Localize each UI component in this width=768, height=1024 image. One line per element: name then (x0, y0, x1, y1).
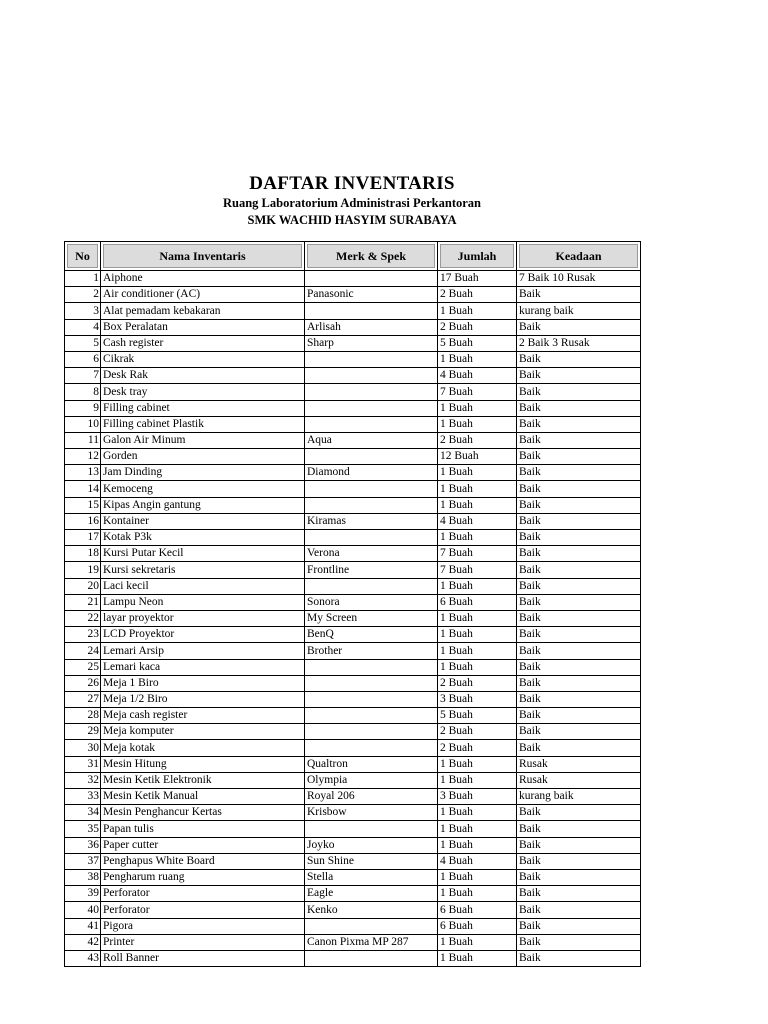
cell-merk-spek: My Screen (305, 610, 438, 626)
cell-nama-inventaris: Filling cabinet (101, 400, 305, 416)
cell-merk-spek (305, 691, 438, 707)
cell-jumlah: 1 Buah (438, 950, 517, 966)
cell-keadaan: Rusak (517, 772, 641, 788)
table-row (65, 853, 641, 869)
cell-keadaan: Baik (517, 319, 641, 335)
table-row (65, 578, 641, 594)
table-row (65, 821, 641, 837)
cell-keadaan: 2 Baik 3 Rusak (517, 335, 641, 351)
cell-merk-spek: Krisbow (305, 805, 438, 821)
cell-jumlah: 4 Buah (438, 368, 517, 384)
cell-nama-inventaris: Laci kecil (101, 578, 305, 594)
cell-keadaan: Baik (517, 675, 641, 691)
cell-jumlah: 1 Buah (438, 772, 517, 788)
cell-nama-inventaris: layar proyektor (101, 610, 305, 626)
cell-no: 23 (65, 627, 101, 643)
table-row (65, 400, 641, 416)
cell-nama-inventaris: LCD Proyektor (101, 627, 305, 643)
cell-keadaan: Baik (517, 853, 641, 869)
table-row (65, 449, 641, 465)
cell-keadaan: Baik (517, 546, 641, 562)
cell-no: 21 (65, 594, 101, 610)
cell-no: 29 (65, 724, 101, 740)
cell-nama-inventaris: Jam Dinding (101, 465, 305, 481)
cell-jumlah: 1 Buah (438, 627, 517, 643)
cell-no: 11 (65, 432, 101, 448)
cell-jumlah: 1 Buah (438, 481, 517, 497)
table-row (65, 319, 641, 335)
cell-jumlah: 1 Buah (438, 400, 517, 416)
cell-merk-spek (305, 497, 438, 513)
cell-keadaan: Baik (517, 610, 641, 626)
cell-merk-spek: Royal 206 (305, 789, 438, 805)
cell-nama-inventaris: Perforator (101, 902, 305, 918)
cell-no: 15 (65, 497, 101, 513)
table-row (65, 950, 641, 966)
cell-nama-inventaris: Penghapus White Board (101, 853, 305, 869)
table-row (65, 724, 641, 740)
cell-jumlah: 5 Buah (438, 335, 517, 351)
cell-no: 3 (65, 303, 101, 319)
table-row (65, 546, 641, 562)
cell-merk-spek: Diamond (305, 465, 438, 481)
cell-jumlah: 2 Buah (438, 287, 517, 303)
cell-nama-inventaris: Meja cash register (101, 708, 305, 724)
header-no (65, 242, 101, 271)
cell-jumlah: 1 Buah (438, 416, 517, 432)
cell-no: 37 (65, 853, 101, 869)
cell-jumlah: 7 Buah (438, 384, 517, 400)
table-row (65, 643, 641, 659)
cell-keadaan: Baik (517, 497, 641, 513)
cell-keadaan: Baik (517, 918, 641, 934)
cell-merk-spek (305, 351, 438, 367)
header-merk-label: Merk & Spek (307, 244, 435, 268)
table-row (65, 465, 641, 481)
table-row (65, 303, 641, 319)
document-title: DAFTAR INVENTARIS (249, 173, 455, 194)
cell-keadaan: Baik (517, 886, 641, 902)
cell-jumlah: 2 Buah (438, 740, 517, 756)
cell-merk-spek (305, 659, 438, 675)
cell-nama-inventaris: Alat pemadam kebakaran (101, 303, 305, 319)
cell-keadaan: Baik (517, 950, 641, 966)
cell-no: 31 (65, 756, 101, 772)
cell-nama-inventaris: Box Peralatan (101, 319, 305, 335)
cell-jumlah: 1 Buah (438, 837, 517, 853)
cell-nama-inventaris: Air conditioner (AC) (101, 287, 305, 303)
table-row (65, 384, 641, 400)
cell-nama-inventaris: Meja 1 Biro (101, 675, 305, 691)
cell-keadaan: Baik (517, 449, 641, 465)
table-row (65, 627, 641, 643)
cell-keadaan: Baik (517, 724, 641, 740)
cell-jumlah: 1 Buah (438, 497, 517, 513)
cell-no: 30 (65, 740, 101, 756)
cell-no: 27 (65, 691, 101, 707)
header-merk (305, 242, 438, 271)
cell-nama-inventaris: Lampu Neon (101, 594, 305, 610)
cell-nama-inventaris: Meja 1/2 Biro (101, 691, 305, 707)
cell-no: 43 (65, 950, 101, 966)
header-nama (101, 242, 305, 271)
cell-nama-inventaris: Pengharum ruang (101, 869, 305, 885)
cell-jumlah: 2 Buah (438, 675, 517, 691)
cell-merk-spek: Panasonic (305, 287, 438, 303)
cell-jumlah: 6 Buah (438, 902, 517, 918)
cell-keadaan: Baik (517, 708, 641, 724)
inventory-table-container (64, 241, 640, 967)
cell-keadaan: Baik (517, 416, 641, 432)
table-row (65, 368, 641, 384)
cell-merk-spek: Sharp (305, 335, 438, 351)
cell-nama-inventaris: Kontainer (101, 513, 305, 529)
cell-nama-inventaris: Meja kotak (101, 740, 305, 756)
cell-keadaan: Baik (517, 934, 641, 950)
cell-no: 14 (65, 481, 101, 497)
table-row (65, 481, 641, 497)
cell-jumlah: 12 Buah (438, 449, 517, 465)
cell-keadaan: 7 Baik 10 Rusak (517, 271, 641, 287)
cell-jumlah: 7 Buah (438, 546, 517, 562)
cell-no: 38 (65, 869, 101, 885)
cell-no: 39 (65, 886, 101, 902)
cell-merk-spek (305, 449, 438, 465)
cell-merk-spek: Kenko (305, 902, 438, 918)
table-row (65, 691, 641, 707)
table-row (65, 886, 641, 902)
header-keadaan-label: Keadaan (519, 244, 638, 268)
inventory-table (64, 241, 641, 967)
cell-nama-inventaris: Papan tulis (101, 821, 305, 837)
cell-keadaan: Baik (517, 530, 641, 546)
cell-no: 4 (65, 319, 101, 335)
cell-jumlah: 1 Buah (438, 610, 517, 626)
cell-keadaan: Baik (517, 740, 641, 756)
cell-nama-inventaris: Kursi sekretaris (101, 562, 305, 578)
cell-keadaan: Baik (517, 902, 641, 918)
table-row (65, 610, 641, 626)
cell-nama-inventaris: Gorden (101, 449, 305, 465)
cell-merk-spek (305, 918, 438, 934)
cell-nama-inventaris: Lemari Arsip (101, 643, 305, 659)
cell-jumlah: 2 Buah (438, 724, 517, 740)
cell-merk-spek: Brother (305, 643, 438, 659)
cell-merk-spek (305, 530, 438, 546)
cell-nama-inventaris: Lemari kaca (101, 659, 305, 675)
cell-merk-spek (305, 384, 438, 400)
cell-merk-spek: Olympia (305, 772, 438, 788)
cell-merk-spek: Sonora (305, 594, 438, 610)
cell-jumlah: 1 Buah (438, 465, 517, 481)
cell-keadaan: Baik (517, 368, 641, 384)
cell-no: 12 (65, 449, 101, 465)
table-row (65, 756, 641, 772)
cell-keadaan: Baik (517, 578, 641, 594)
cell-keadaan: kurang baik (517, 789, 641, 805)
cell-merk-spek: Joyko (305, 837, 438, 853)
cell-keadaan: Baik (517, 287, 641, 303)
table-row (65, 335, 641, 351)
cell-keadaan: Baik (517, 384, 641, 400)
cell-no: 2 (65, 287, 101, 303)
cell-no: 28 (65, 708, 101, 724)
table-body (65, 271, 641, 967)
cell-jumlah: 1 Buah (438, 643, 517, 659)
cell-no: 42 (65, 934, 101, 950)
cell-jumlah: 2 Buah (438, 319, 517, 335)
cell-merk-spek (305, 675, 438, 691)
cell-jumlah: 6 Buah (438, 594, 517, 610)
cell-nama-inventaris: Printer (101, 934, 305, 950)
cell-jumlah: 4 Buah (438, 853, 517, 869)
table-row (65, 934, 641, 950)
cell-merk-spek: BenQ (305, 627, 438, 643)
cell-jumlah: 2 Buah (438, 432, 517, 448)
table-header-row (65, 242, 641, 271)
cell-jumlah: 1 Buah (438, 530, 517, 546)
cell-nama-inventaris: Aiphone (101, 271, 305, 287)
cell-merk-spek (305, 740, 438, 756)
cell-nama-inventaris: Galon Air Minum (101, 432, 305, 448)
document-subtitle-room: Ruang Laboratorium Administrasi Perkantoran (222, 196, 481, 210)
cell-keadaan: Baik (517, 481, 641, 497)
table-row (65, 416, 641, 432)
cell-nama-inventaris: Mesin Hitung (101, 756, 305, 772)
cell-no: 8 (65, 384, 101, 400)
cell-merk-spek (305, 271, 438, 287)
cell-merk-spek: Kiramas (305, 513, 438, 529)
cell-no: 32 (65, 772, 101, 788)
cell-merk-spek (305, 368, 438, 384)
cell-no: 5 (65, 335, 101, 351)
cell-merk-spek (305, 724, 438, 740)
cell-merk-spek: Qualtron (305, 756, 438, 772)
header-keadaan (517, 242, 641, 271)
cell-merk-spek: Canon Pixma MP 287 (305, 934, 438, 950)
table-row (65, 772, 641, 788)
cell-nama-inventaris: Kursi Putar Kecil (101, 546, 305, 562)
cell-no: 20 (65, 578, 101, 594)
cell-merk-spek (305, 821, 438, 837)
cell-no: 24 (65, 643, 101, 659)
cell-keadaan: Baik (517, 465, 641, 481)
cell-jumlah: 1 Buah (438, 578, 517, 594)
cell-merk-spek (305, 400, 438, 416)
table-row (65, 432, 641, 448)
cell-nama-inventaris: Roll Banner (101, 950, 305, 966)
cell-no: 17 (65, 530, 101, 546)
table-row (65, 497, 641, 513)
cell-jumlah: 1 Buah (438, 934, 517, 950)
table-row (65, 530, 641, 546)
cell-no: 10 (65, 416, 101, 432)
cell-jumlah: 7 Buah (438, 562, 517, 578)
cell-nama-inventaris: Desk tray (101, 384, 305, 400)
cell-merk-spek: Stella (305, 869, 438, 885)
cell-jumlah: 1 Buah (438, 805, 517, 821)
cell-keadaan: Baik (517, 594, 641, 610)
cell-no: 1 (65, 271, 101, 287)
cell-keadaan: Baik (517, 351, 641, 367)
table-row (65, 837, 641, 853)
table-row (65, 351, 641, 367)
cell-no: 41 (65, 918, 101, 934)
cell-no: 34 (65, 805, 101, 821)
cell-merk-spek (305, 950, 438, 966)
cell-nama-inventaris: Desk Rak (101, 368, 305, 384)
cell-merk-spek (305, 416, 438, 432)
cell-keadaan: Baik (517, 821, 641, 837)
cell-keadaan: Rusak (517, 756, 641, 772)
cell-no: 16 (65, 513, 101, 529)
cell-no: 36 (65, 837, 101, 853)
cell-nama-inventaris: Paper cutter (101, 837, 305, 853)
cell-nama-inventaris: Filling cabinet Plastik (101, 416, 305, 432)
table-row (65, 740, 641, 756)
cell-keadaan: Baik (517, 627, 641, 643)
cell-nama-inventaris: Cikrak (101, 351, 305, 367)
cell-jumlah: 1 Buah (438, 756, 517, 772)
cell-jumlah: 3 Buah (438, 789, 517, 805)
cell-keadaan: Baik (517, 837, 641, 853)
cell-merk-spek: Frontline (305, 562, 438, 578)
cell-merk-spek: Arlisah (305, 319, 438, 335)
cell-no: 18 (65, 546, 101, 562)
cell-merk-spek (305, 481, 438, 497)
cell-no: 35 (65, 821, 101, 837)
cell-no: 9 (65, 400, 101, 416)
cell-nama-inventaris: Perforator (101, 886, 305, 902)
cell-keadaan: Baik (517, 659, 641, 675)
cell-merk-spek: Aqua (305, 432, 438, 448)
cell-no: 19 (65, 562, 101, 578)
cell-keadaan: Baik (517, 805, 641, 821)
cell-no: 26 (65, 675, 101, 691)
header-nama-label: Nama Inventaris (103, 244, 302, 268)
cell-keadaan: Baik (517, 432, 641, 448)
cell-jumlah: 17 Buah (438, 271, 517, 287)
cell-jumlah: 1 Buah (438, 659, 517, 675)
cell-nama-inventaris: Pigora (101, 918, 305, 934)
cell-keadaan: kurang baik (517, 303, 641, 319)
cell-nama-inventaris: Cash register (101, 335, 305, 351)
cell-merk-spek (305, 708, 438, 724)
document-subtitle-school: SMK WACHID HASYIM SURABAYA (247, 213, 457, 227)
cell-keadaan: Baik (517, 513, 641, 529)
cell-no: 22 (65, 610, 101, 626)
cell-keadaan: Baik (517, 400, 641, 416)
cell-nama-inventaris: Kotak P3k (101, 530, 305, 546)
cell-no: 40 (65, 902, 101, 918)
table-row (65, 659, 641, 675)
cell-jumlah: 5 Buah (438, 708, 517, 724)
cell-no: 25 (65, 659, 101, 675)
cell-no: 13 (65, 465, 101, 481)
header-no-label: No (67, 244, 98, 268)
cell-jumlah: 1 Buah (438, 351, 517, 367)
cell-jumlah: 6 Buah (438, 918, 517, 934)
cell-jumlah: 1 Buah (438, 821, 517, 837)
table-row (65, 789, 641, 805)
cell-merk-spek (305, 578, 438, 594)
cell-jumlah: 3 Buah (438, 691, 517, 707)
cell-jumlah: 4 Buah (438, 513, 517, 529)
table-row (65, 594, 641, 610)
cell-nama-inventaris: Kipas Angin gantung (101, 497, 305, 513)
cell-keadaan: Baik (517, 562, 641, 578)
header-jumlah (438, 242, 517, 271)
cell-nama-inventaris: Meja komputer (101, 724, 305, 740)
table-row (65, 675, 641, 691)
table-row (65, 513, 641, 529)
cell-merk-spek: Eagle (305, 886, 438, 902)
table-row (65, 805, 641, 821)
table-row (65, 271, 641, 287)
table-row (65, 902, 641, 918)
cell-keadaan: Baik (517, 869, 641, 885)
table-row (65, 287, 641, 303)
table-row (65, 918, 641, 934)
cell-jumlah: 1 Buah (438, 303, 517, 319)
cell-keadaan: Baik (517, 643, 641, 659)
cell-jumlah: 1 Buah (438, 886, 517, 902)
table-row (65, 562, 641, 578)
cell-no: 33 (65, 789, 101, 805)
cell-merk-spek: Sun Shine (305, 853, 438, 869)
cell-nama-inventaris: Kemoceng (101, 481, 305, 497)
cell-keadaan: Baik (517, 691, 641, 707)
cell-no: 7 (65, 368, 101, 384)
table-row (65, 869, 641, 885)
cell-no: 6 (65, 351, 101, 367)
cell-nama-inventaris: Mesin Penghancur Kertas (101, 805, 305, 821)
header-jumlah-label: Jumlah (440, 244, 514, 268)
cell-nama-inventaris: Mesin Ketik Elektronik (101, 772, 305, 788)
cell-nama-inventaris: Mesin Ketik Manual (101, 789, 305, 805)
table-row (65, 708, 641, 724)
cell-jumlah: 1 Buah (438, 869, 517, 885)
cell-merk-spek: Verona (305, 546, 438, 562)
cell-merk-spek (305, 303, 438, 319)
